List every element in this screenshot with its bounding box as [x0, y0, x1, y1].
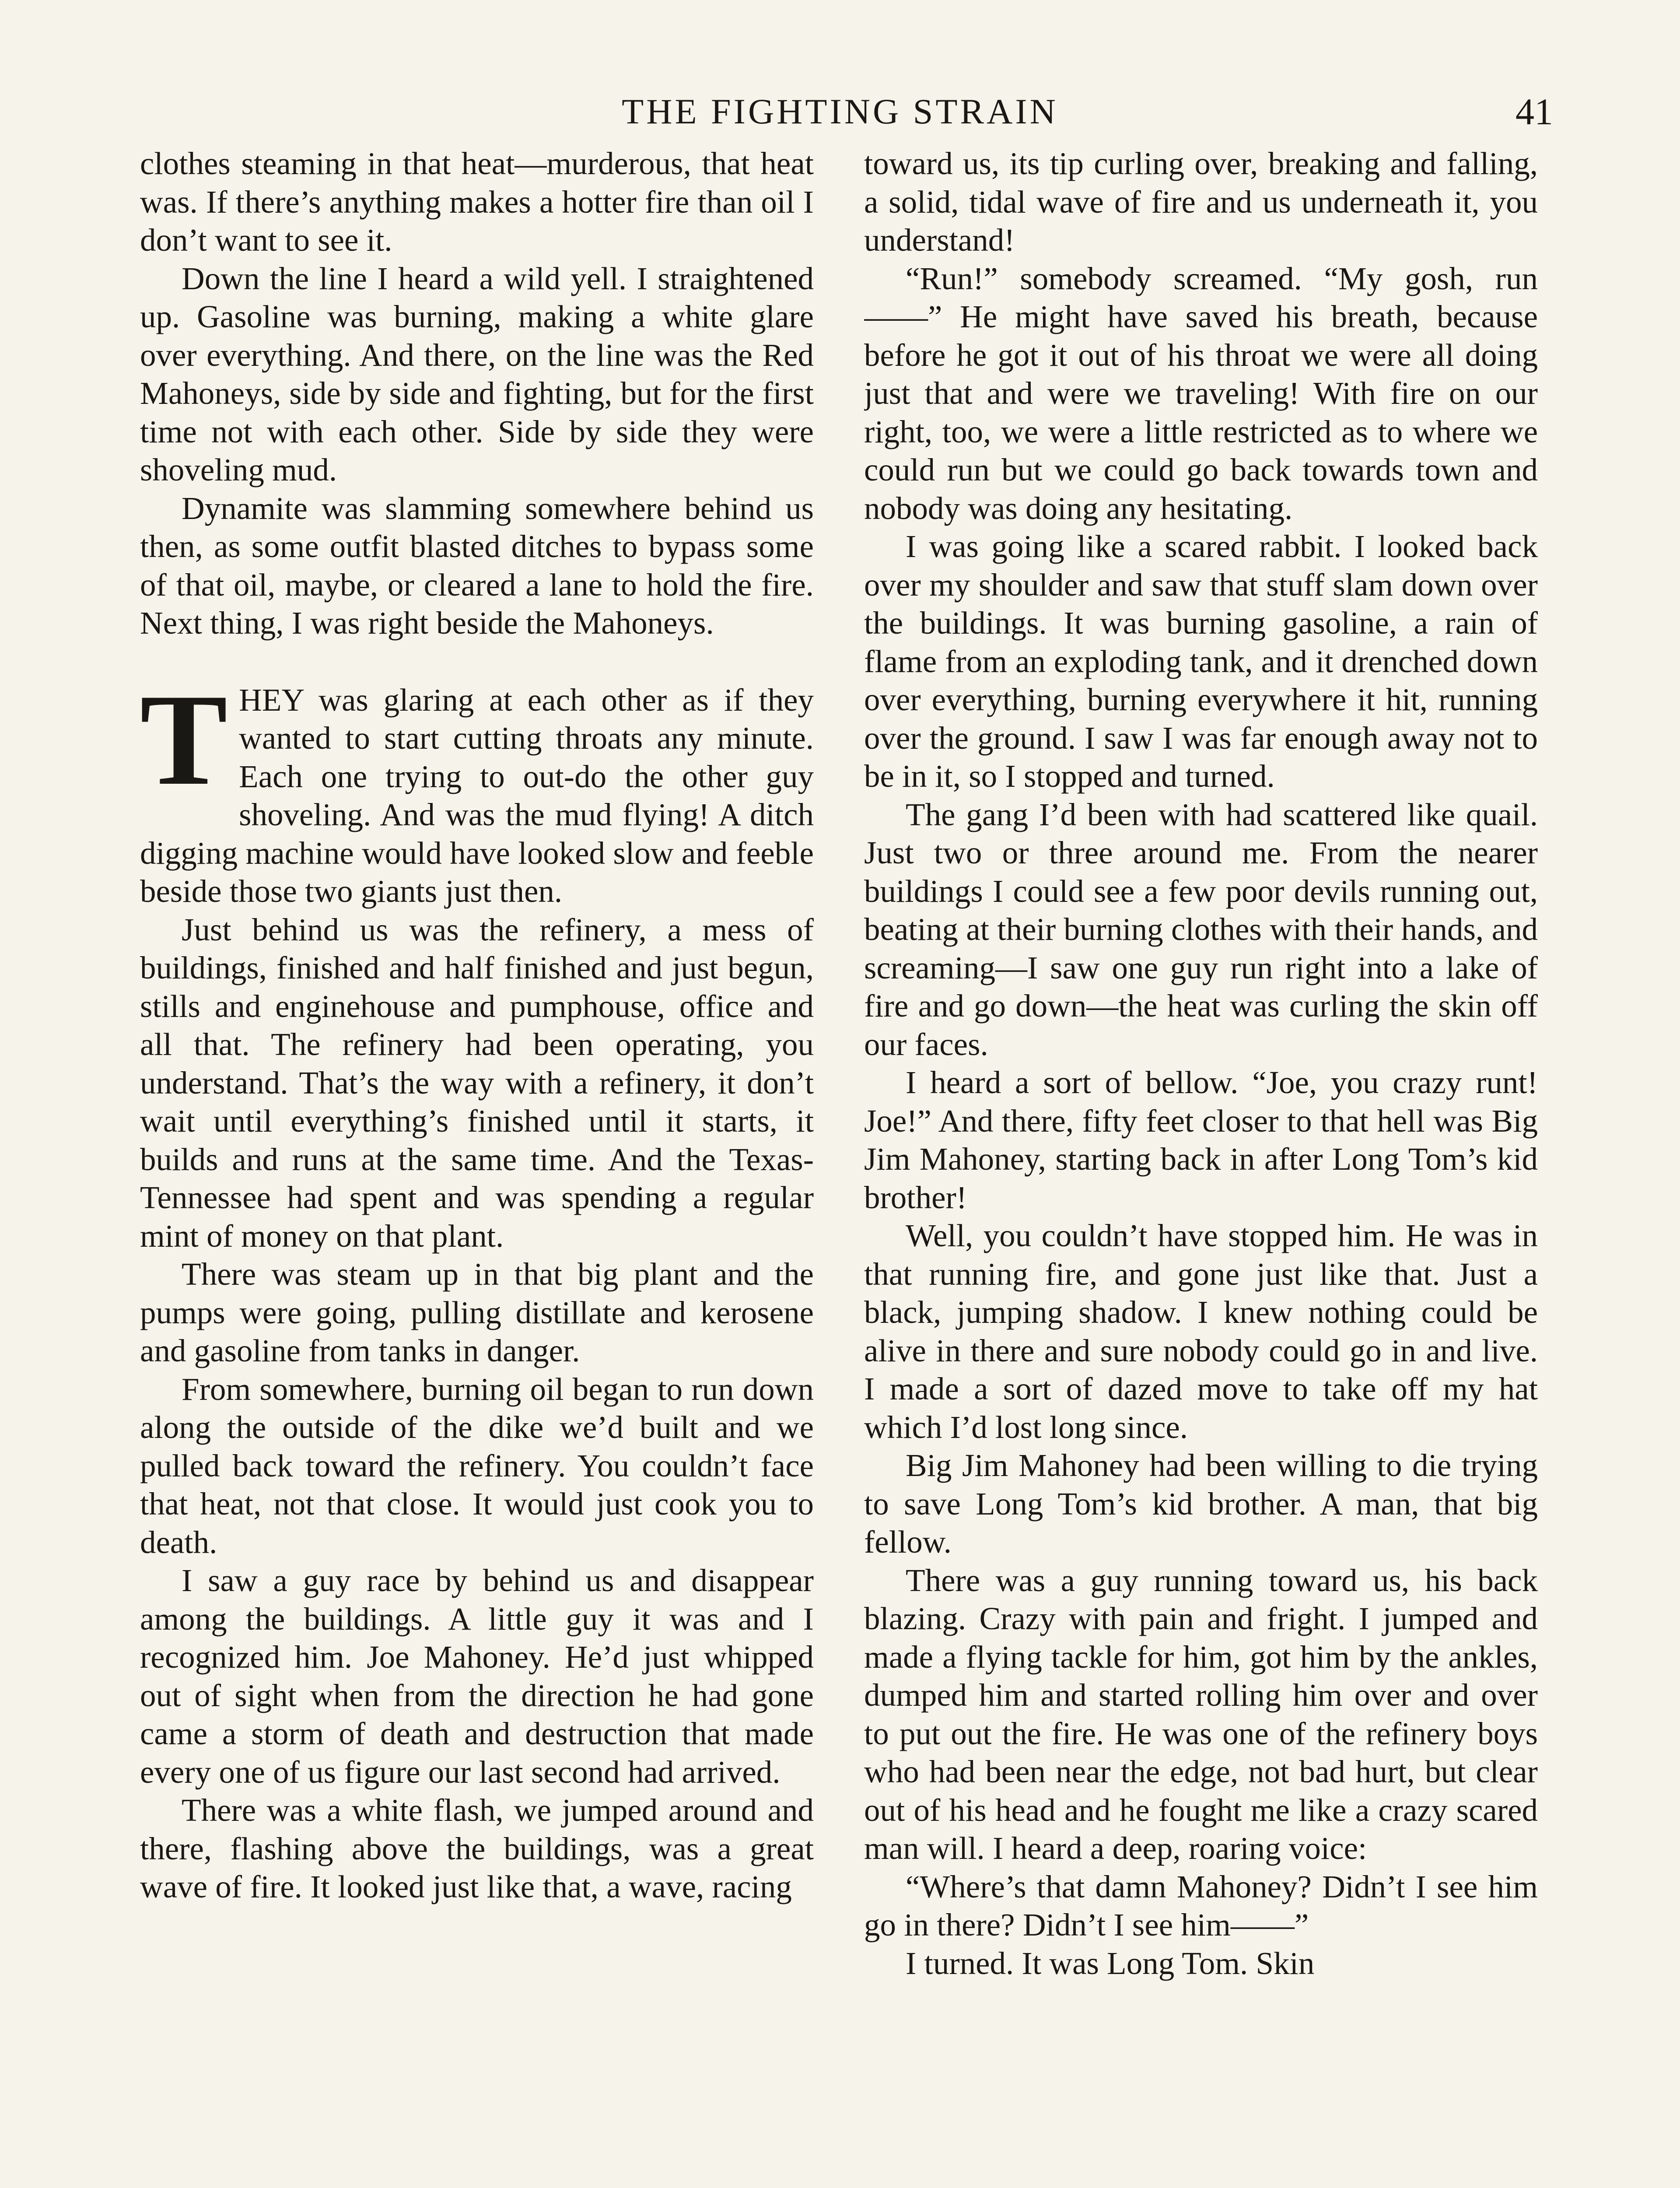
paragraph: I saw a guy race by behind us and disappear among the buildings. A little guy it was and I recognized him. Joe Mahoney. He’d just whipped out of sight when from the direction he had gone came a storm of death and destruction that made every one of us figure our last second had arrived. — [140, 1563, 814, 1790]
paragraph: There was steam up in that big plant and the pumps were going, pulling distillate and kerosene and gasoline from tanks in danger. — [140, 1256, 814, 1368]
paragraph: I heard a sort of bellow. “Joe, you crazy runt! Joe!” And there, fifty feet closer to that hell was Big Jim Mahoney, starting back in after Long Tom’s kid brother! — [864, 1065, 1538, 1215]
drop-cap-letter: T — [140, 666, 228, 812]
paragraph: There was a white flash, we jumped around and there, flashing above the buildings, was a great wave of fire. It looked just like that, a wave, racing — [140, 1792, 814, 1904]
paragraph: Dynamite was slamming somewhere behind us then, as some outfit blasted ditches to bypass some of that oil, maybe, or cleared a lane to hold the fire. Next thing, I was right beside the Mahoneys. — [140, 490, 814, 641]
right-column — [864, 144, 1538, 2188]
paragraph: I turned. It was Long Tom. Skin — [906, 1945, 1315, 1981]
paragraph: From somewhere, burning oil began to run down along the outside of the dike we’d built and we pulled back toward the refinery. You couldn’t face that heat, not that close. It would just cook you to death. — [140, 1371, 814, 1560]
dropcap-paragraph-text: HEY was glaring at each other as if they wanted to start cutting throats any minute. Each one trying to out-do the other guy shoveling. And was the mud flying! A ditch digging machine would have looked slow and feeble beside those two giants just then. — [140, 682, 814, 909]
paragraph: “Where’s that damn Mahoney? Didn’t I see him go in there? Didn’t I see him——” — [864, 1869, 1538, 1943]
paragraph: Big Jim Mahoney had been willing to die trying to save Long Tom’s kid brother. A man, that big fellow. — [864, 1448, 1538, 1560]
paragraph: “Run!” somebody screamed. “My gosh, run——” He might have saved his breath, because before he got it out of his throat we were all doing just that and were we traveling! With fire on our right, too, we were a little restricted as to where we could run but we could go back towards town and nobody was doing any hesitating. — [864, 260, 1538, 526]
left-column — [140, 144, 814, 2188]
paragraph: I was going like a scared rabbit. I looked back over my shoulder and saw that stuff slam down over the buildings. It was burning gasoline, a rain of flame from an exploding tank, and it drenched down over everything, burning everywhere it hit, running over the ground. I saw I was far enough away not to be in it, so I stopped and turned. — [864, 529, 1538, 794]
paragraph: The gang I’d been with had scattered like quail. Just two or three around me. From the nearer buildings I could see a few poor devils running out, beating at their burning clothes with their hands, and screaming—I saw one guy run right into a lake of fire and go down—the heat was curling the skin off our faces. — [864, 796, 1538, 1062]
running-title: THE FIGHTING STRAIN — [622, 91, 1058, 131]
paragraph: Well, you couldn’t have stopped him. He was in that running fire, and gone just like that. Just a black, jumping shadow. I knew nothing could be alive in there and sure nobody could go in and live. I made a sort of dazed move to take off my hat which I’d lost long since. — [864, 1218, 1538, 1445]
page-number: 41 — [1516, 91, 1553, 133]
paragraph: clothes steaming in that heat—murderous, that heat was. If there’s anything makes a hotter fire than oil I don’t want to see it. — [140, 146, 814, 258]
paragraph: toward us, its tip curling over, breaking and falling, a solid, tidal wave of fire and us underneath it, you understand! — [864, 146, 1538, 258]
dropcap-paragraph — [140, 666, 814, 911]
running-head — [140, 88, 1553, 140]
paragraph: Just behind us was the refinery, a mess of buildings, finished and half finished and just begun, stills and enginehouse and pumphouse, office and all that. The refinery had been operating, you understand. That’s the way with a refinery, it don’t wait until everything’s finished until it starts, it builds and runs at the same time. And the Texas-Tennessee had spent and was spending a regular mint of money on that plant. — [140, 912, 814, 1254]
paragraph: There was a guy running toward us, his back blazing. Crazy with pain and fright. I jumped and made a flying tackle for him, got him by the ankles, dumped him and started rolling him over and over to put out the fire. He was one of the refinery boys who had been near the edge, not bad hurt, but clear out of his head and he fought me like a crazy scared man will. I heard a deep, roaring voice: — [864, 1562, 1538, 1866]
paragraph: Down the line I heard a wild yell. I straightened up. Gasoline was burning, making a white glare over everything. And there, on the line was the Red Mahoneys, side by side and fighting, but for the first time not with each other. Side by side they were shoveling mud. — [140, 260, 814, 487]
